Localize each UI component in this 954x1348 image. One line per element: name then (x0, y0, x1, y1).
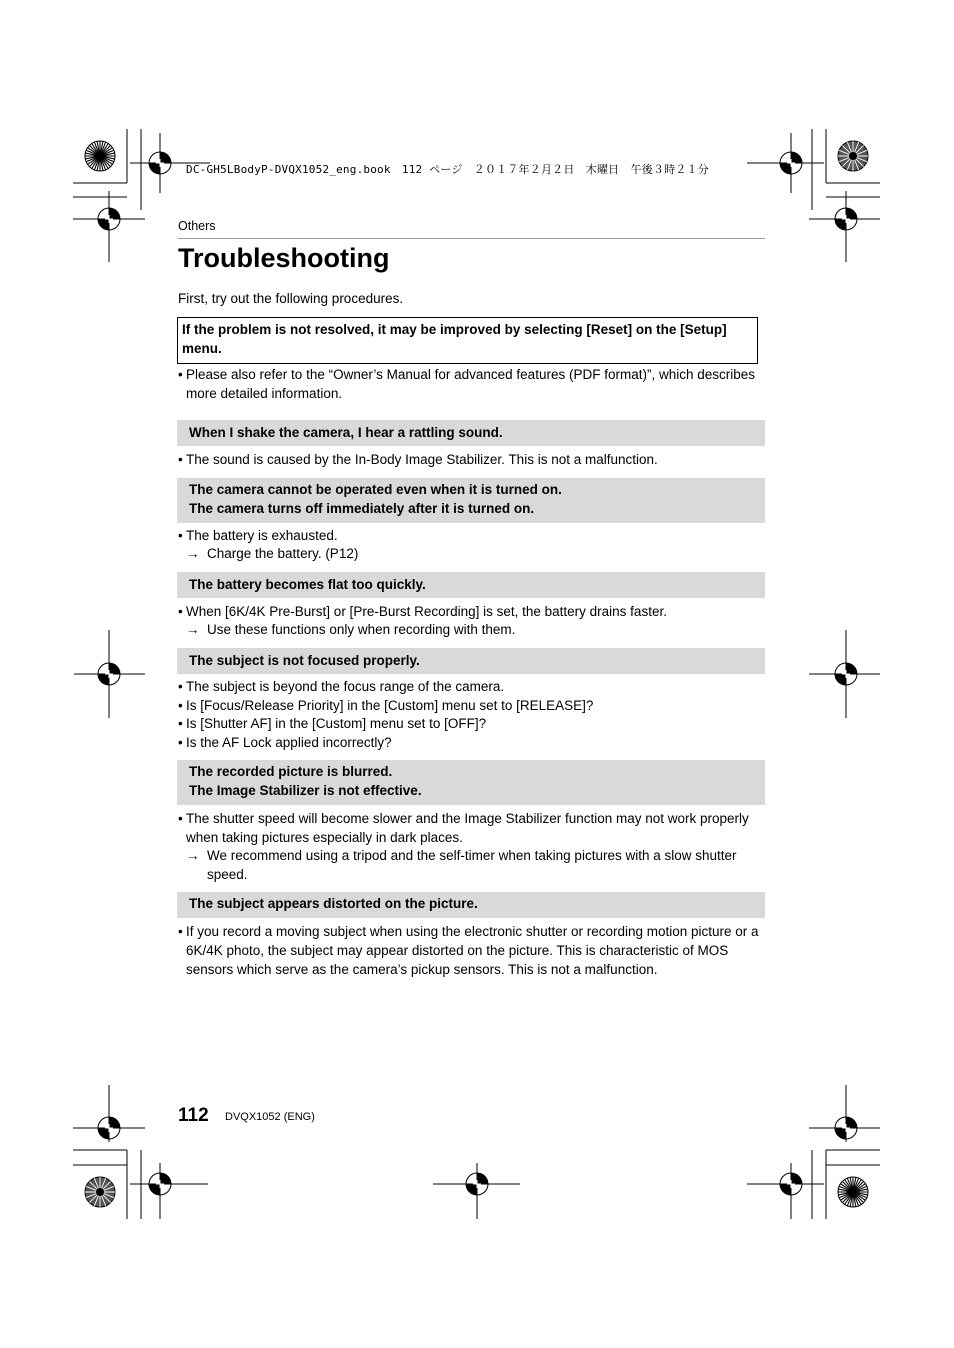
arrow-icon: → (186, 848, 200, 863)
answer-bullet (178, 715, 768, 734)
arrow-icon: → (186, 622, 200, 637)
answer-bullet (178, 922, 768, 979)
bullet-glyph: • (178, 528, 183, 543)
bullet-glyph: • (178, 924, 183, 939)
bullet-glyph: • (178, 367, 183, 382)
answer-text: The sound is caused by the In-Body Image Stabilizer. This is not a malfunction. (186, 452, 658, 467)
bullet-glyph: • (178, 698, 183, 713)
question-line: The subject appears distorted on the picture. (189, 896, 478, 911)
answer-text: When [6K/4K Pre-Burst] or [Pre-Burst Recording] is set, the battery drains faster. (186, 604, 667, 619)
manual-note-text: Please also refer to the “Owner’s Manual for advanced features (PDF format)”, which describes more detailed information. (186, 367, 755, 401)
answer-text: Is the AF Lock applied incorrectly? (186, 735, 392, 750)
bullet-glyph: • (178, 716, 183, 731)
answer-text: If you record a moving subject when using the electronic shutter or recording motion picture or a 6K/4K photo, the subject may appear distorted on the picture. This is characteristic of MOS sensors which serve as the camera’s pickup sensors. This is not a malfunction. (186, 924, 759, 977)
print-header: DC-GH5LBodyP-DVQX1052_eng.book 112 ページ ２０１７年２月２日 木曜日 午後３時２１分 (186, 163, 709, 176)
question-heading (177, 420, 765, 446)
question-heading (177, 478, 765, 523)
question-heading (177, 648, 765, 674)
answer-text: The shutter speed will become slower and the Image Stabilizer function may not work properly when taking pictures especially in dark places. (186, 811, 749, 845)
bullet-glyph: • (178, 604, 183, 619)
answer-bullet (178, 527, 768, 546)
answer-arrow (186, 847, 756, 884)
answer-text: The battery is exhausted. (186, 528, 338, 543)
question-heading (177, 892, 765, 918)
answer-bullet (178, 678, 768, 697)
answer-bullet (178, 603, 768, 622)
answer-text: Is [Shutter AF] in the [Custom] menu set to [OFF]? (186, 716, 487, 731)
question-heading (177, 572, 765, 598)
question-line: The camera cannot be operated even when it is turned on. (189, 482, 562, 497)
bullet-glyph: • (178, 679, 183, 694)
page-title: Troubleshooting (178, 243, 390, 273)
answer-arrow (186, 545, 756, 564)
answer-bullet (178, 734, 768, 753)
document-code: DVQX1052 (ENG) (225, 1111, 315, 1123)
bullet-glyph: • (178, 811, 183, 826)
question-line: The camera turns off immediately after it is turned on. (189, 501, 535, 516)
answer-bullet (178, 810, 768, 847)
question-line: The recorded picture is blurred. (189, 764, 393, 779)
answer-arrow (186, 621, 756, 640)
answer-text: Is [Focus/Release Priority] in the [Custom] menu set to [RELEASE]? (186, 698, 594, 713)
answer-bullet (178, 697, 768, 716)
intro-text: First, try out the following procedures. (178, 291, 404, 306)
question-line: The subject is not focused properly. (189, 653, 420, 668)
arrow-icon: → (186, 546, 200, 561)
question-line: The Image Stabilizer is not effective. (189, 783, 422, 798)
page-number: 112 (178, 1105, 209, 1126)
question-heading (177, 760, 765, 805)
arrow-text: We recommend using a tripod and the self-timer when taking pictures with a slow shutter speed. (207, 848, 737, 882)
manual-note (178, 366, 768, 403)
question-line: When I shake the camera, I hear a rattling sound. (189, 425, 503, 440)
arrow-text: Charge the battery. (P12) (207, 546, 359, 561)
header-rule (178, 238, 765, 239)
bullet-glyph: • (178, 735, 183, 750)
section-label: Others (178, 219, 216, 233)
arrow-text: Use these functions only when recording with them. (207, 622, 516, 637)
question-line: The battery becomes flat too quickly. (189, 577, 426, 592)
answer-bullet (178, 451, 768, 470)
reset-note-box: If the problem is not resolved, it may be improved by selecting [Reset] on the [Setup] menu. (177, 317, 758, 364)
answer-text: The subject is beyond the focus range of the camera. (186, 679, 505, 694)
bullet-glyph: • (178, 452, 183, 467)
